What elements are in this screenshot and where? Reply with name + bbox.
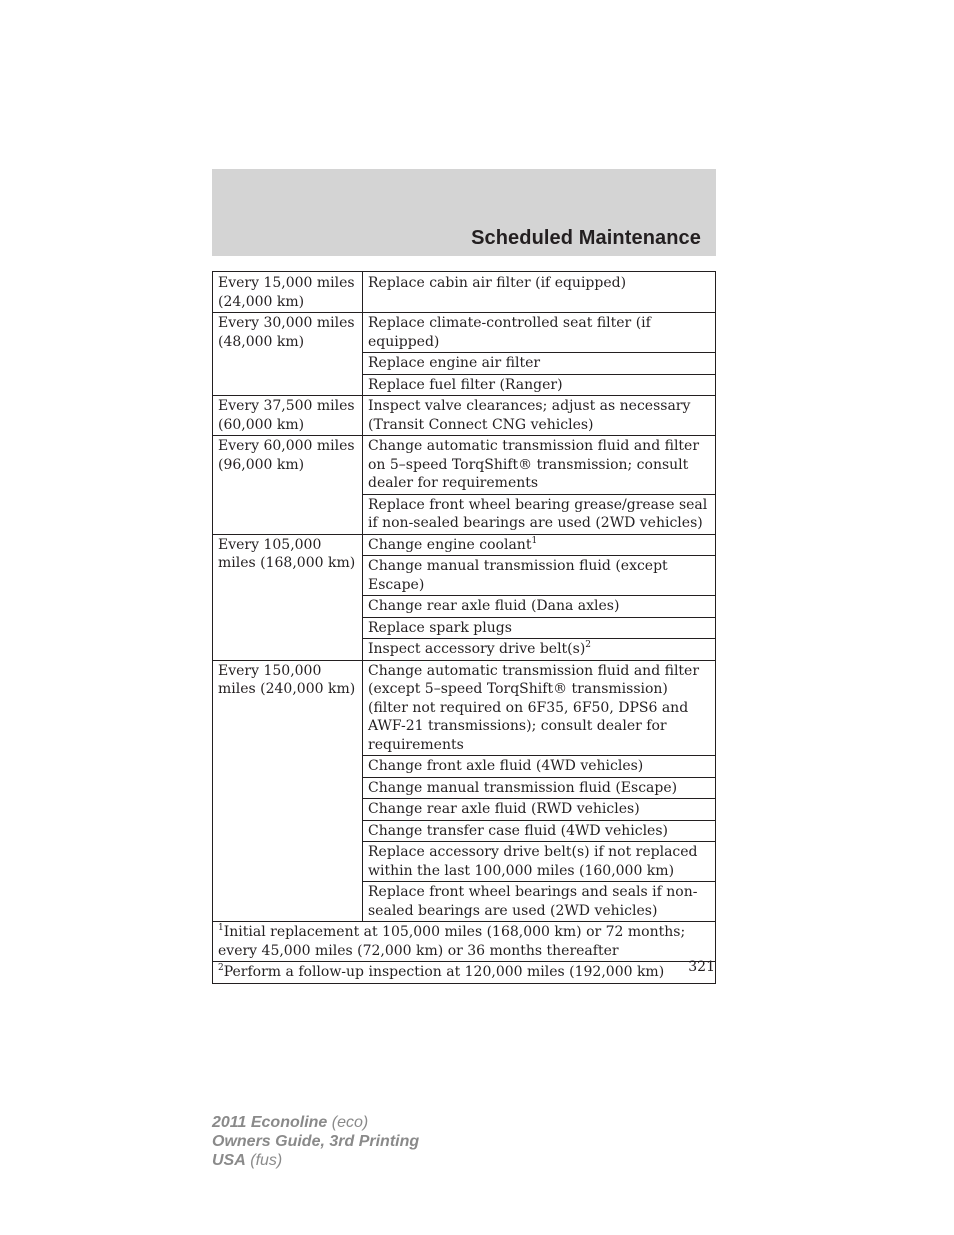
service-text: Replace front wheel bearings and seals if non-sealed bearings are used (2WD vehicles) — [368, 884, 698, 919]
interval-cell: Every 150,000 miles (240,000 km) — [213, 660, 363, 922]
service-text: Change rear axle fluid (Dana axles) — [368, 598, 620, 614]
footnote-cell — [213, 922, 716, 962]
service-text: Change rear axle fluid (RWD vehicles) — [368, 801, 640, 817]
page-number: 321 — [688, 959, 715, 975]
footnote-reference: 1 — [531, 535, 538, 546]
service-cell — [363, 353, 716, 375]
table-row — [213, 396, 716, 436]
footer-market: USA — [212, 1152, 246, 1169]
service-text: Replace fuel filter (Ranger) — [368, 376, 563, 393]
service-cell — [363, 596, 716, 618]
header-band — [212, 169, 716, 256]
service-cell — [363, 660, 716, 756]
service-text: Change automatic transmission fluid and filter (except 5–speed TorqShift® transmission) (filter not required on 6F35, 6F50, DPS6 and AWF-21 transmissions); consult dealer for requirements — [368, 662, 700, 753]
footnote-mark: 1 — [218, 923, 224, 933]
footer-line-2 — [212, 1132, 419, 1151]
service-text: Change engine coolant — [368, 536, 532, 553]
service-cell — [363, 842, 716, 882]
service-text: Replace front wheel bearing grease/grease seal if non-sealed bearings are used (2WD vehicles) — [368, 496, 708, 531]
service-cell — [363, 820, 716, 842]
service-cell — [363, 882, 716, 922]
interval-cell: Every 15,000 miles (24,000 km) — [213, 272, 363, 313]
footer-market-code: (fus) — [250, 1152, 283, 1169]
interval-cell: Every 30,000 miles (48,000 km) — [213, 313, 363, 396]
table-row — [213, 660, 716, 756]
service-cell — [363, 374, 716, 396]
footer-guide: Owners Guide, 3rd Printing — [212, 1133, 420, 1150]
service-cell — [363, 313, 716, 353]
table-row — [213, 534, 716, 556]
service-cell — [363, 639, 716, 661]
service-cell — [363, 436, 716, 495]
footnote-text: Initial replacement at 105,000 miles (168,000 km) or 72 months; every 45,000 miles (72,000 km) or 36 months thereafter — [218, 924, 686, 959]
service-cell — [363, 799, 716, 821]
service-text: Change front axle fluid (4WD vehicles) — [368, 758, 644, 774]
service-text: Change transfer case fluid (4WD vehicles) — [368, 822, 668, 839]
table-row — [213, 272, 716, 313]
service-text: Change manual transmission fluid (except Escape) — [368, 558, 668, 593]
footnote-cell — [213, 962, 716, 984]
service-text: Replace engine air filter — [368, 355, 541, 371]
interval-cell: Every 105,000 miles (168,000 km) — [213, 534, 363, 660]
service-cell — [363, 494, 716, 534]
maintenance-schedule-table — [212, 271, 716, 984]
table-row — [213, 313, 716, 353]
section-title: Scheduled Maintenance — [471, 227, 701, 249]
service-text: Change automatic transmission fluid and filter on 5–speed TorqShift® transmission; consult dealer for requirements — [368, 438, 700, 491]
footnote-reference: 2 — [585, 640, 592, 650]
footnote-mark: 2 — [218, 963, 224, 973]
footer-line-1 — [212, 1113, 419, 1132]
footer-model-code: (eco) — [331, 1114, 369, 1131]
table-row — [213, 436, 716, 495]
footnote-row — [213, 962, 716, 984]
service-cell — [363, 756, 716, 778]
service-text: Replace cabin air filter (if equipped) — [368, 275, 627, 291]
service-text: Replace accessory drive belt(s) if not replaced within the last 100,000 miles (160,000 km) — [368, 844, 698, 879]
service-cell — [363, 556, 716, 596]
footnote-text: Perform a follow-up inspection at 120,000 miles (192,000 km) — [223, 964, 665, 980]
service-text: Inspect accessory drive belt(s) — [368, 641, 586, 657]
maintenance-schedule-body — [213, 272, 716, 984]
service-text: Change manual transmission fluid (Escape) — [368, 779, 678, 796]
footer-line-3 — [212, 1151, 419, 1170]
service-text: Inspect valve clearances; adjust as necessary (Transit Connect CNG vehicles) — [368, 398, 691, 433]
service-cell — [363, 396, 716, 436]
interval-cell: Every 37,500 miles (60,000 km) — [213, 396, 363, 436]
footnote-row — [213, 922, 716, 962]
service-cell — [363, 534, 716, 556]
document-footer — [212, 1113, 419, 1170]
service-cell — [363, 777, 716, 799]
service-cell — [363, 617, 716, 639]
service-text: Replace spark plugs — [368, 619, 512, 636]
footer-model: 2011 Econoline — [212, 1114, 328, 1131]
service-cell — [363, 272, 716, 313]
interval-cell: Every 60,000 miles (96,000 km) — [213, 436, 363, 535]
service-text: Replace climate-controlled seat filter (if equipped) — [368, 315, 651, 350]
